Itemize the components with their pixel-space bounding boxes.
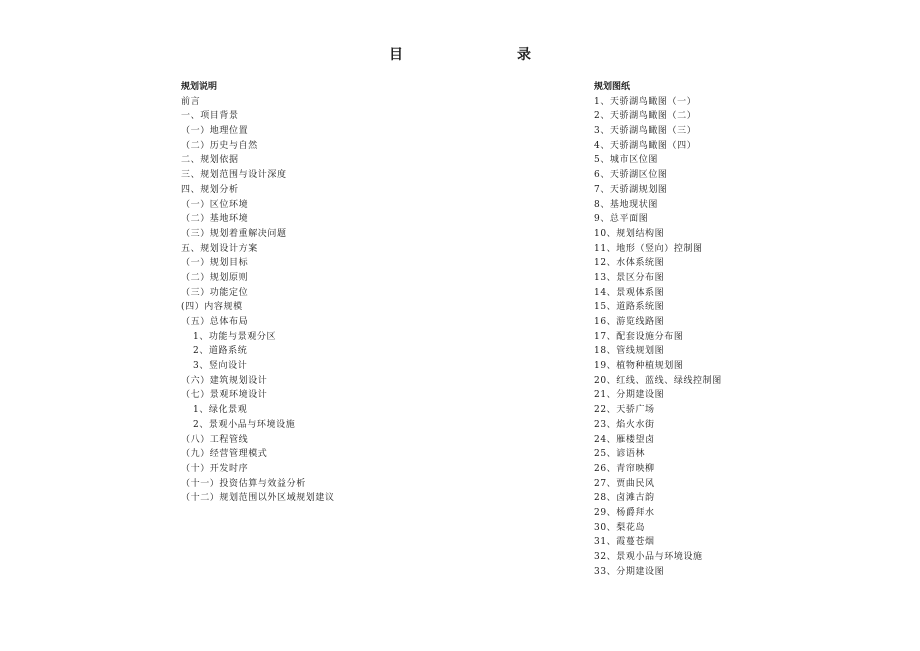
planning-notes-heading: 规划说明 — [181, 82, 218, 92]
planning-notes-item: 1、功能与景观分区 — [193, 331, 277, 342]
planning-drawings-item: 13、景区分布图 — [594, 272, 665, 283]
planning-notes-item: （五）总体布局 — [181, 317, 249, 327]
planning-notes-item: （二）规划原则 — [181, 272, 249, 283]
planning-drawings-item: 17、配套设施分布图 — [594, 331, 684, 342]
planning-drawings-item: 11、地形（竖向）控制图 — [594, 243, 703, 254]
planning-drawings-item: 9、总平面图 — [594, 214, 649, 225]
planning-notes-item: （一）区位环境 — [181, 199, 249, 210]
planning-notes-list — [181, 95, 481, 506]
planning-notes-column — [181, 80, 481, 506]
planning-notes-item: 1、绿化景观 — [193, 405, 248, 416]
planning-drawings-item: 8、基地现状图 — [594, 199, 658, 210]
planning-drawings-item: 30、梨花岛 — [594, 522, 646, 533]
planning-drawings-item: 10、规划结构图 — [594, 228, 665, 239]
planning-drawings-item: 4、天骄湖鸟瞰图（四） — [594, 140, 697, 151]
planning-notes-item: （八）工程管线 — [181, 434, 249, 445]
planning-notes-item: （二）基地环境 — [181, 214, 249, 225]
planning-drawings-item: 1、天骄湖鸟瞰图（一） — [594, 96, 697, 107]
planning-drawings-column — [594, 80, 794, 579]
planning-drawings-item: 21、分期建设图 — [594, 390, 665, 401]
planning-drawings-item: 29、杨爵拜水 — [594, 507, 655, 518]
planning-drawings-item: 6、天骄湖区位图 — [594, 170, 668, 181]
planning-notes-item: 一、项目背景 — [181, 111, 239, 122]
planning-drawings-item: 22、天骄广场 — [594, 405, 655, 416]
planning-notes-item: 二、规划依据 — [181, 155, 239, 166]
planning-drawings-item: 26、青帘映柳 — [594, 463, 655, 474]
planning-drawings-heading: 规划图纸 — [594, 82, 631, 92]
planning-notes-item: （六）建筑规划设计 — [181, 375, 268, 386]
planning-notes-item: 2、景观小品与环境设施 — [193, 419, 296, 430]
planning-drawings-item: 31、霞蔓苍烟 — [594, 537, 655, 548]
planning-notes-item: （十二）规划范围以外区域规划建议 — [181, 493, 335, 504]
planning-drawings-item: 3、天骄湖鸟瞰图（三） — [594, 126, 697, 137]
planning-drawings-item: 14、景观体系图 — [594, 287, 665, 298]
planning-drawings-item: 27、贾曲民风 — [594, 478, 655, 489]
planning-notes-item: （二）历史与自然 — [181, 140, 258, 151]
planning-notes-item: （七）景观环境设计 — [181, 390, 268, 401]
planning-notes-item: （十一）投资估算与效益分析 — [181, 478, 306, 489]
planning-drawings-list — [594, 95, 794, 580]
planning-drawings-item: 32、景观小品与环境设施 — [594, 552, 703, 562]
planning-notes-item: 四、规划分析 — [181, 184, 239, 195]
planning-drawings-item: 7、天骄湖规划图 — [594, 184, 668, 195]
planning-notes-item: 3、竖向设计 — [193, 361, 248, 372]
planning-drawings-item: 33、分期建设图 — [594, 566, 665, 577]
planning-drawings-item: 5、城市区位图 — [594, 155, 658, 166]
planning-drawings-item: 24、雁楼望卤 — [594, 434, 655, 445]
planning-drawings-item: 2、天骄湖鸟瞰图（二） — [594, 111, 697, 122]
planning-notes-item: (四）内容规模 — [181, 302, 243, 313]
planning-notes-item: （一）规划目标 — [181, 258, 249, 269]
planning-drawings-item: 12、水体系统图 — [594, 258, 665, 269]
planning-drawings-item: 20、红线、蓝线、绿线控制图 — [594, 375, 722, 386]
planning-notes-item: 前言 — [181, 96, 201, 107]
planning-drawings-item: 18、管线规划图 — [594, 346, 665, 357]
planning-notes-item: 三、规划范围与设计深度 — [181, 170, 287, 181]
planning-drawings-item: 28、卤滩古韵 — [594, 493, 655, 504]
planning-notes-item: （一）地理位置 — [181, 126, 249, 137]
planning-drawings-item: 19、植物种植规划图 — [594, 361, 684, 372]
planning-notes-item: （三）规划着重解决问题 — [181, 228, 287, 239]
planning-notes-item: 五、规划设计方案 — [181, 243, 258, 254]
planning-notes-item: （三）功能定位 — [181, 287, 249, 298]
planning-drawings-item: 25、谚语林 — [594, 449, 646, 460]
planning-notes-item: （九）经营管理模式 — [181, 449, 268, 460]
planning-drawings-item: 23、焰火水街 — [594, 419, 655, 430]
planning-drawings-item: 16、游览线路图 — [594, 317, 665, 327]
page-title: 目 录 — [389, 47, 581, 63]
planning-notes-item: 2、道路系统 — [193, 346, 248, 357]
planning-drawings-item: 15、道路系统图 — [594, 302, 665, 313]
planning-notes-item: （十）开发时序 — [181, 463, 249, 474]
